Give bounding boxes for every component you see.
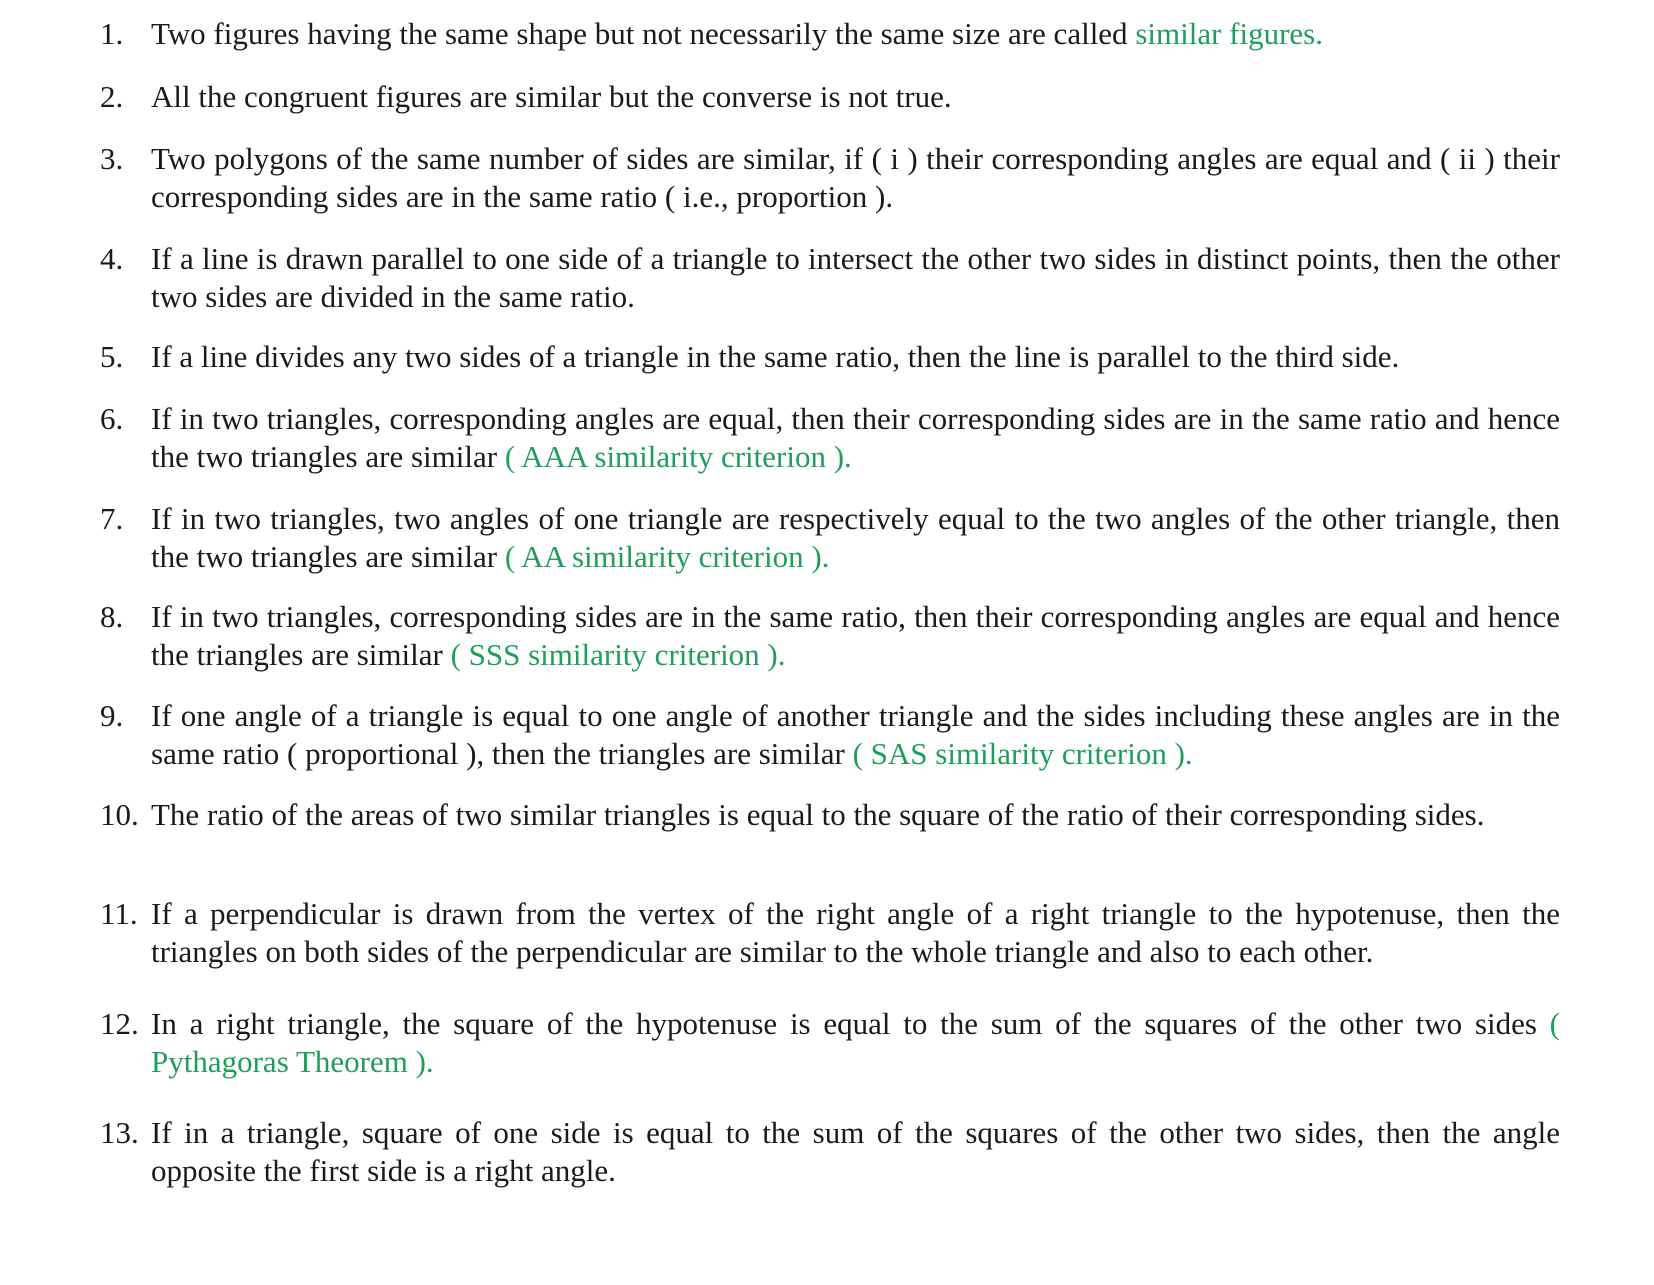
item-statement: If in two triangles, two angles of one triangle are respectively equal to the two angles of the other triangle, then the two triangles are similar bbox=[151, 501, 1560, 574]
highlight-term: ( SAS similarity criterion ). bbox=[852, 736, 1193, 771]
item-statement: In a right triangle, the square of the hypotenuse is equal to the sum of the squares of the other two sides bbox=[151, 1006, 1550, 1041]
item-text bbox=[151, 895, 1560, 971]
list-item bbox=[100, 796, 1560, 834]
item-statement: If a line divides any two sides of a triangle in the same ratio, then the line is parallel to the third side. bbox=[151, 339, 1400, 374]
highlight-term: ( AAA similarity criterion ). bbox=[504, 439, 852, 474]
item-statement: If in a triangle, square of one side is equal to the sum of the squares of the other two sides, then the angle opposite the first side is a right angle. bbox=[151, 1115, 1560, 1188]
item-statement: All the congruent figures are similar but the converse is not true. bbox=[151, 79, 952, 114]
item-number: 4. bbox=[100, 241, 124, 276]
list-item bbox=[100, 1005, 1560, 1081]
list-item bbox=[100, 1114, 1560, 1190]
item-statement: If in two triangles, corresponding sides are in the same ratio, then their corresponding angles are equal and hence the triangles are similar bbox=[151, 599, 1560, 672]
list-item bbox=[100, 78, 1560, 116]
list-item bbox=[100, 895, 1560, 971]
highlight-term: ( AA similarity criterion ). bbox=[504, 539, 830, 574]
item-text bbox=[151, 1005, 1560, 1081]
highlight-term: ( Pythagoras Theorem ). bbox=[151, 1006, 1560, 1079]
list-item bbox=[100, 500, 1560, 576]
item-statement: The ratio of the areas of two similar triangles is equal to the square of the ratio of their corresponding sides. bbox=[151, 797, 1485, 832]
item-number: 1. bbox=[100, 16, 124, 51]
item-statement: If a line is drawn parallel to one side of a triangle to intersect the other two sides in distinct points, then the other two sides are divided in the same ratio. bbox=[151, 241, 1560, 314]
list-item bbox=[100, 240, 1560, 316]
item-number: 7. bbox=[100, 501, 124, 536]
list-item bbox=[100, 338, 1560, 376]
item-statement: If one angle of a triangle is equal to one angle of another triangle and the sides including these angles are in the same ratio ( proportional ), then the triangles are similar bbox=[151, 698, 1560, 771]
item-number: 11. bbox=[100, 896, 138, 931]
item-text bbox=[151, 400, 1560, 476]
item-number: 5. bbox=[100, 339, 124, 374]
list-item bbox=[100, 598, 1560, 674]
item-number: 3. bbox=[100, 141, 124, 176]
item-statement: If a perpendicular is drawn from the vertex of the right angle of a right triangle to the hypotenuse, then the triangles on both sides of the perpendicular are similar to the whole triangle and also to each other. bbox=[151, 896, 1560, 969]
highlight-term: similar figures. bbox=[1135, 16, 1323, 51]
list-item bbox=[100, 140, 1560, 216]
item-number: 12. bbox=[100, 1006, 139, 1041]
item-number: 6. bbox=[100, 401, 124, 436]
item-number: 10. bbox=[100, 797, 139, 832]
item-text bbox=[151, 140, 1560, 216]
item-text bbox=[151, 598, 1560, 674]
item-number: 8. bbox=[100, 599, 124, 634]
item-text bbox=[151, 15, 1560, 53]
item-text bbox=[151, 796, 1560, 834]
highlight-term: ( SSS similarity criterion ). bbox=[450, 637, 786, 672]
item-number: 2. bbox=[100, 79, 124, 114]
item-number: 9. bbox=[100, 698, 124, 733]
list-item bbox=[100, 400, 1560, 476]
item-text bbox=[151, 500, 1560, 576]
item-text bbox=[151, 240, 1560, 316]
item-statement: If in two triangles, corresponding angles are equal, then their corresponding sides are in the same ratio and hence the two triangles are similar bbox=[151, 401, 1560, 474]
list-item bbox=[100, 15, 1560, 53]
item-text bbox=[151, 78, 1560, 116]
item-text bbox=[151, 697, 1560, 773]
item-number: 13. bbox=[100, 1115, 139, 1150]
list-item bbox=[100, 697, 1560, 773]
item-text bbox=[151, 338, 1560, 376]
item-statement: Two polygons of the same number of sides are similar, if ( i ) their corresponding angles are equal and ( ii ) their corresponding sides are in the same ratio ( i.e., proportion ). bbox=[151, 141, 1560, 214]
item-statement: Two figures having the same shape but not necessarily the same size are called bbox=[151, 16, 1136, 51]
item-text bbox=[151, 1114, 1560, 1190]
